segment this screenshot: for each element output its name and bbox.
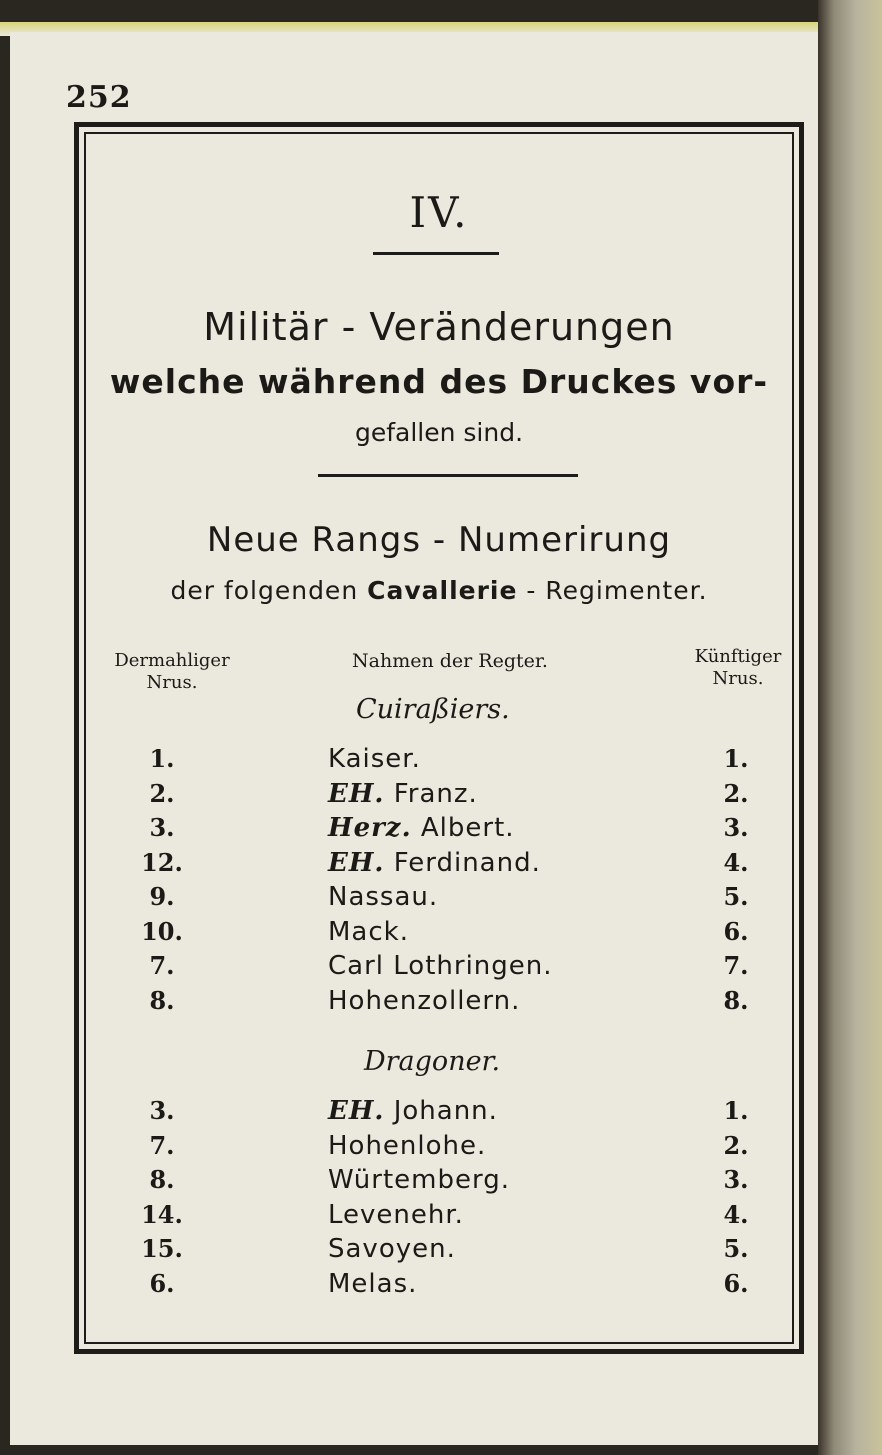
table-row (84, 1165, 794, 1199)
table-row (84, 1200, 794, 1234)
regiment-name (328, 917, 409, 947)
title-line-1: Militär - Veränderungen (203, 305, 675, 349)
table-row (84, 1269, 794, 1303)
column-future-numbers: Künftiger Nrus. (694, 646, 782, 689)
table-row (84, 951, 794, 985)
table-heading: Neue Rangs - Numerirung (206, 520, 672, 560)
section-title: Dragoner. (364, 1046, 501, 1077)
name-text: Franz. (393, 778, 478, 809)
table-row (84, 1234, 794, 1268)
title-line-3: gefallen sind. (354, 418, 524, 447)
future-number: 3. (723, 1165, 749, 1194)
title-line-2: welche während des Druckes vor- (109, 362, 769, 401)
regiment-name (328, 744, 421, 774)
name-text: Johann. (393, 1096, 498, 1126)
column-current-numbers: Dermahliger Nrus. (114, 650, 230, 693)
table-row (84, 1096, 794, 1130)
future-number: 3. (723, 813, 749, 842)
name-text: Hohenzollern. (328, 985, 521, 1016)
regiment-name (328, 1200, 464, 1230)
name-text: Savoyen. (328, 1234, 456, 1264)
regiment-name (328, 1165, 510, 1195)
name-text: Nassau. (328, 882, 439, 912)
future-number: 7. (723, 951, 749, 980)
future-number: 1. (723, 1096, 749, 1125)
future-number: 5. (723, 1234, 749, 1263)
future-number: 2. (723, 778, 749, 808)
name-prefix: EH. (328, 778, 385, 809)
name-text: Melas. (328, 1268, 418, 1299)
current-number: 14. (141, 1199, 183, 1229)
current-number: 8. (149, 985, 175, 1015)
regiment-name (328, 848, 541, 878)
current-number: 10. (141, 916, 183, 946)
future-number: 2. (723, 1130, 749, 1160)
regiment-name (328, 882, 438, 912)
name-text: Mack. (328, 916, 409, 947)
name-prefix: EH. (328, 1096, 385, 1126)
current-number: 3. (149, 813, 175, 842)
current-number: 7. (149, 1130, 175, 1160)
table-row (84, 882, 794, 916)
current-number: 1. (149, 744, 175, 773)
future-number: 6. (723, 916, 749, 946)
divider-long (318, 474, 578, 477)
future-number: 8. (723, 985, 749, 1015)
current-number: 15. (141, 1234, 183, 1263)
column-regiment-names: Nahmen der Regter. (352, 650, 548, 672)
current-number: 2. (149, 778, 175, 808)
current-number: 9. (149, 882, 175, 911)
book-spine-shadow (818, 0, 882, 1455)
table-subheading (84, 576, 794, 605)
future-number: 4. (723, 847, 749, 877)
subheading-suffix: - Regimenter. (526, 576, 708, 605)
divider-short (373, 252, 499, 255)
table-row (84, 1131, 794, 1165)
table-row (84, 986, 794, 1020)
regiment-name (328, 986, 520, 1016)
table-row (84, 779, 794, 813)
name-text: Levenehr. (328, 1199, 464, 1230)
future-number: 5. (723, 882, 749, 911)
name-text: Albert. (420, 813, 515, 843)
current-number: 7. (149, 951, 175, 980)
table-row (84, 813, 794, 847)
regiment-name (328, 1234, 456, 1264)
regiment-name (328, 951, 553, 981)
current-number: 12. (141, 847, 183, 877)
regiment-name (328, 1096, 498, 1126)
future-number: 1. (723, 744, 749, 773)
regiment-name (328, 779, 478, 809)
current-number: 6. (149, 1268, 175, 1298)
name-text: Hohenlohe. (328, 1130, 487, 1161)
section-numeral: IV. (409, 188, 469, 237)
regiment-name (328, 1131, 486, 1161)
name-prefix: Herz. (328, 813, 412, 843)
name-text: Kaiser. (328, 744, 421, 774)
regiment-name (328, 1269, 417, 1299)
table-row (84, 744, 794, 778)
section-title: Cuiraßiers. (356, 694, 510, 725)
table-row (84, 848, 794, 882)
subheading-prefix: der folgenden (170, 576, 359, 605)
future-number: 4. (723, 1199, 749, 1229)
current-number: 3. (149, 1096, 175, 1125)
regiment-name (328, 813, 515, 843)
name-prefix: EH. (328, 847, 385, 878)
page-number: 252 (66, 80, 132, 115)
table-row (84, 917, 794, 951)
name-text: Ferdinand. (393, 847, 541, 878)
subheading-bold: Cavallerie (367, 576, 518, 605)
name-text: Carl Lothringen. (328, 951, 553, 981)
future-number: 6. (723, 1268, 749, 1298)
current-number: 8. (149, 1165, 175, 1194)
name-text: Würtemberg. (328, 1165, 510, 1195)
